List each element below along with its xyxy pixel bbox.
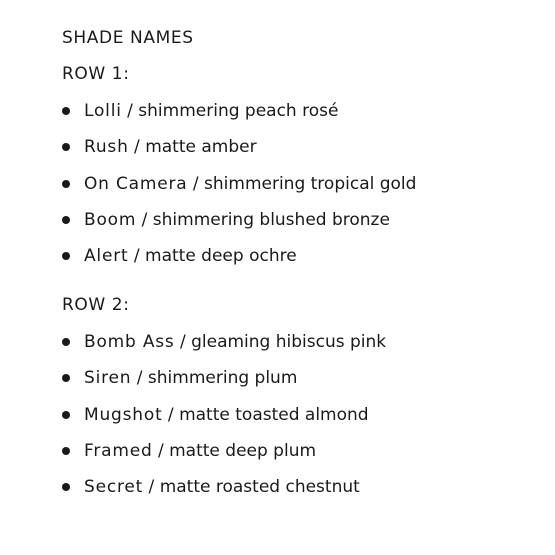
shade-description: matte amber	[145, 137, 257, 158]
bullet-icon	[62, 447, 70, 455]
separator: /	[152, 440, 170, 461]
bullet-icon	[62, 180, 70, 188]
bullet-icon	[62, 483, 70, 491]
separator: /	[143, 477, 160, 498]
shade-description: gleaming hibiscus pink	[191, 332, 387, 352]
bullet-icon	[62, 374, 70, 382]
shade-description: matte toasted almond	[179, 404, 369, 425]
row-1-label: ROW 1:	[62, 64, 130, 84]
separator: /	[174, 332, 192, 352]
bullet-icon	[62, 143, 70, 151]
separator: /	[162, 404, 180, 425]
shade-name: Siren	[84, 368, 132, 389]
shade-description: shimmering tropical gold	[204, 173, 417, 194]
separator: /	[131, 368, 148, 389]
bullet-icon	[62, 338, 70, 346]
bullet-icon	[62, 411, 70, 419]
row-2-label: ROW 2:	[62, 295, 130, 315]
shade-name: On Camera	[84, 173, 188, 194]
shade-name: Boom	[84, 209, 137, 230]
separator: /	[136, 209, 153, 230]
page-title: SHADE NAMES	[62, 28, 194, 48]
shade-name: Mugshot	[84, 404, 163, 425]
shade-name: Framed	[84, 440, 153, 461]
shade-description: matte deep plum	[169, 440, 317, 461]
separator: /	[128, 137, 146, 158]
shade-name: Bomb Ass	[84, 332, 175, 352]
separator: /	[187, 173, 205, 194]
shade-description: shimmering peach rosé	[138, 101, 339, 121]
shade-name: Lolli	[84, 101, 122, 121]
shade-description: matte deep ochre	[145, 246, 297, 267]
bullet-icon	[62, 216, 70, 224]
separator: /	[121, 101, 139, 121]
shade-name: Alert	[84, 246, 129, 267]
bullet-icon	[62, 252, 70, 260]
separator: /	[128, 246, 146, 267]
bullet-icon	[62, 107, 70, 115]
shade-description: shimmering plum	[147, 368, 298, 389]
shade-name: Secret	[84, 477, 144, 498]
shade-description: shimmering blushed bronze	[152, 209, 390, 230]
shade-name: Rush	[84, 137, 129, 158]
shade-description: matte roasted chestnut	[159, 477, 360, 498]
